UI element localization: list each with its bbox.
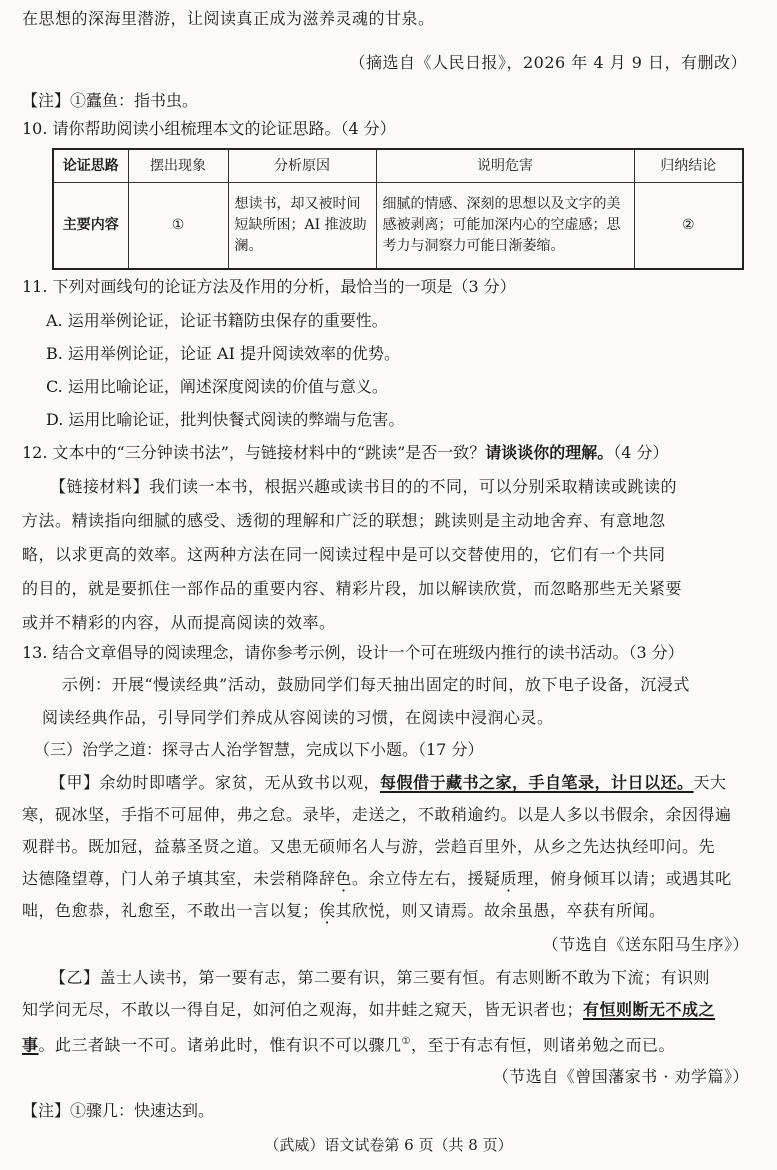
jia-text: 【甲】余幼时即嗜学。家贫，无从致书以观， [50, 773, 381, 792]
question-12-text: 12. 文本中的“三分钟读书法”，与链接材料中的“跳读”是否一致？ [22, 443, 486, 462]
footnote-marker: ① [401, 1036, 411, 1047]
table-cell: 细腻的情感、深刻的思想以及文字的美感被剥离；可能加深内心的空虚感；思考力与洞察力可能日渐萎缩。 [376, 183, 634, 270]
section-3-note: 【注】①骤几：快速达到。 [22, 1101, 215, 1120]
table-cell: 想读书，却又被时间短缺所困；AI 推波助澜。 [228, 183, 376, 270]
option-d[interactable]: D. 运用比喻论证，批判快餐式阅读的弊端与危害。 [46, 410, 405, 429]
link-material-line: 略，以求更高的效率。这两种方法在同一阅读过程中是可以交替使用的，它们有一个共同 [22, 545, 666, 564]
yi-text: ，至于有志有恒，则诸弟勉之而已。 [411, 1035, 676, 1055]
option-a[interactable]: A. 运用举例论证，论证书籍防虫保存的重要性。 [46, 311, 388, 330]
underlined-sentence: 事 [22, 1035, 39, 1055]
passage-last-line: 在思想的深海里潜游，让阅读真正成为滋养灵魂的甘泉。 [22, 9, 435, 28]
example-line: 阅读经典作品，引导同学们养成从容阅读的习惯，在阅读中浸润心灵。 [42, 708, 554, 727]
question-12-stem [22, 442, 669, 464]
link-material-line: 方法。精读指向细腻的感受、透彻的理解和广泛的联想；跳读则是主动地舍弃、有意地忽 [22, 511, 666, 530]
jia-text: 。余立侍左右，援疑 [352, 869, 501, 888]
underlined-sentence: 每假借于藏书之家，手自笔录，计日以还。 [380, 773, 694, 792]
dotted-character: 质 [500, 869, 518, 888]
jia-text: 天大 [693, 773, 727, 792]
jia-text: 理，俯身倾耳以请；或遇其叱 [517, 869, 732, 888]
question-11-stem: 11. 下列对画线句的论证方法及作用的分析，最恰当的一项是（3 分） [22, 277, 516, 296]
table-header-row [53, 149, 743, 183]
dotted-character: 色 [335, 869, 353, 888]
yi-text: 知学问无尽，不敢以一得自足，如河伯之观海，如井蛙之窥天，皆无识者也； [22, 1000, 584, 1019]
example-line: 示例：开展“慢读经典”活动，鼓励同学们每天抽出固定的时间，放下电子设备，沉浸式 [62, 675, 690, 694]
question-13-stem: 13. 结合文章倡导的阅读理念，请你参考示例，设计一个可在班级内推行的读书活动。（3 分） [22, 643, 684, 662]
dotted-character: 俟 [319, 901, 336, 920]
passage-jia-line: 寒，砚冰坚，手指不可屈伸，弗之怠。录毕，走送之，不敢稍逾约。以是人多以书假余，余因得遍 [22, 805, 732, 824]
passage-jia-line [22, 868, 732, 890]
jia-text: 达德隆望尊，门人弟子填其室，未尝稍降辞 [22, 869, 336, 888]
table-row-label: 主要内容 [53, 183, 128, 270]
underlined-sentence: 有恒则断无不成之 [583, 1000, 716, 1019]
passage-note: 【注】①蠹鱼：指书虫。 [22, 91, 199, 110]
page-footer: （武威）语文试卷第 6 页（共 8 页） [264, 1136, 513, 1154]
link-material-line: 或并不精彩的内容，从而提高阅读的效率。 [22, 613, 336, 632]
passage-jia-line [50, 772, 727, 794]
blank-2-cell[interactable]: ② [634, 183, 743, 270]
yi-source: （节选自《曾国藩家书 · 劝学篇》） [492, 1067, 749, 1086]
question-10-stem: 10. 请你帮助阅读小组梳理本文的论证思路。（4 分） [22, 119, 396, 138]
option-c[interactable]: C. 运用比喻论证，阐述深度阅读的价值与意义。 [46, 377, 388, 396]
question-12-score: （4 分） [613, 443, 669, 462]
jia-source: （节选自《送东阳马生序》） [542, 935, 749, 954]
table-header-cell: 摆出现象 [128, 149, 228, 183]
table-header-cell: 分析原因 [228, 149, 376, 183]
section-3-title: （三）治学之道：探寻古人治学智慧，完成以下小题。（17 分） [34, 740, 484, 759]
passage-source: （摘选自《人民日报》，2026 年 4 月 9 日，有删改） [349, 53, 747, 72]
jia-text: 咄，色愈恭，礼愈至，不敢出一言以复； [22, 901, 320, 920]
argument-structure-table [52, 148, 744, 270]
link-material-line: 的目的，就是要抓住一部作品的重要内容、精彩片段，加以解读欣赏，而忽略那些无关紧要 [22, 579, 683, 598]
passage-yi-line [22, 999, 715, 1021]
table-row [53, 183, 743, 270]
yi-text: 。此三者缺一不可。诸弟此时，惟有识不可以骤几 [38, 1035, 402, 1055]
passage-yi-line [22, 1031, 675, 1056]
link-material-line: 【链接材料】我们读一本书，根据兴趣或读书目的的不同，可以分别采取精读或跳读的 [50, 477, 678, 496]
jia-text: 其欣悦，则又请焉。故余虽愚，卒获有所闻。 [335, 901, 666, 920]
blank-1-cell[interactable]: ① [128, 183, 228, 270]
passage-jia-line [22, 900, 666, 922]
passage-yi-line: 【乙】盖士人读书，第一要有志，第二要有识，第三要有恒。有志则断不敢为下流；有识则 [50, 968, 711, 987]
option-b[interactable]: B. 运用举例论证，论证 AI 提升阅读效率的优势。 [46, 344, 400, 363]
passage-jia-line: 观群书。既加冠，益慕圣贤之道。又患无硕师名人与游，尝趋百里外，从乡之先达执经叩问。先 [22, 837, 716, 856]
table-header-cell: 归纳结论 [634, 149, 743, 183]
table-header-cell: 说明危害 [376, 149, 634, 183]
question-12-emphasis: 请谈谈你的理解。 [485, 443, 614, 462]
table-header-cell: 论证思路 [53, 149, 128, 183]
